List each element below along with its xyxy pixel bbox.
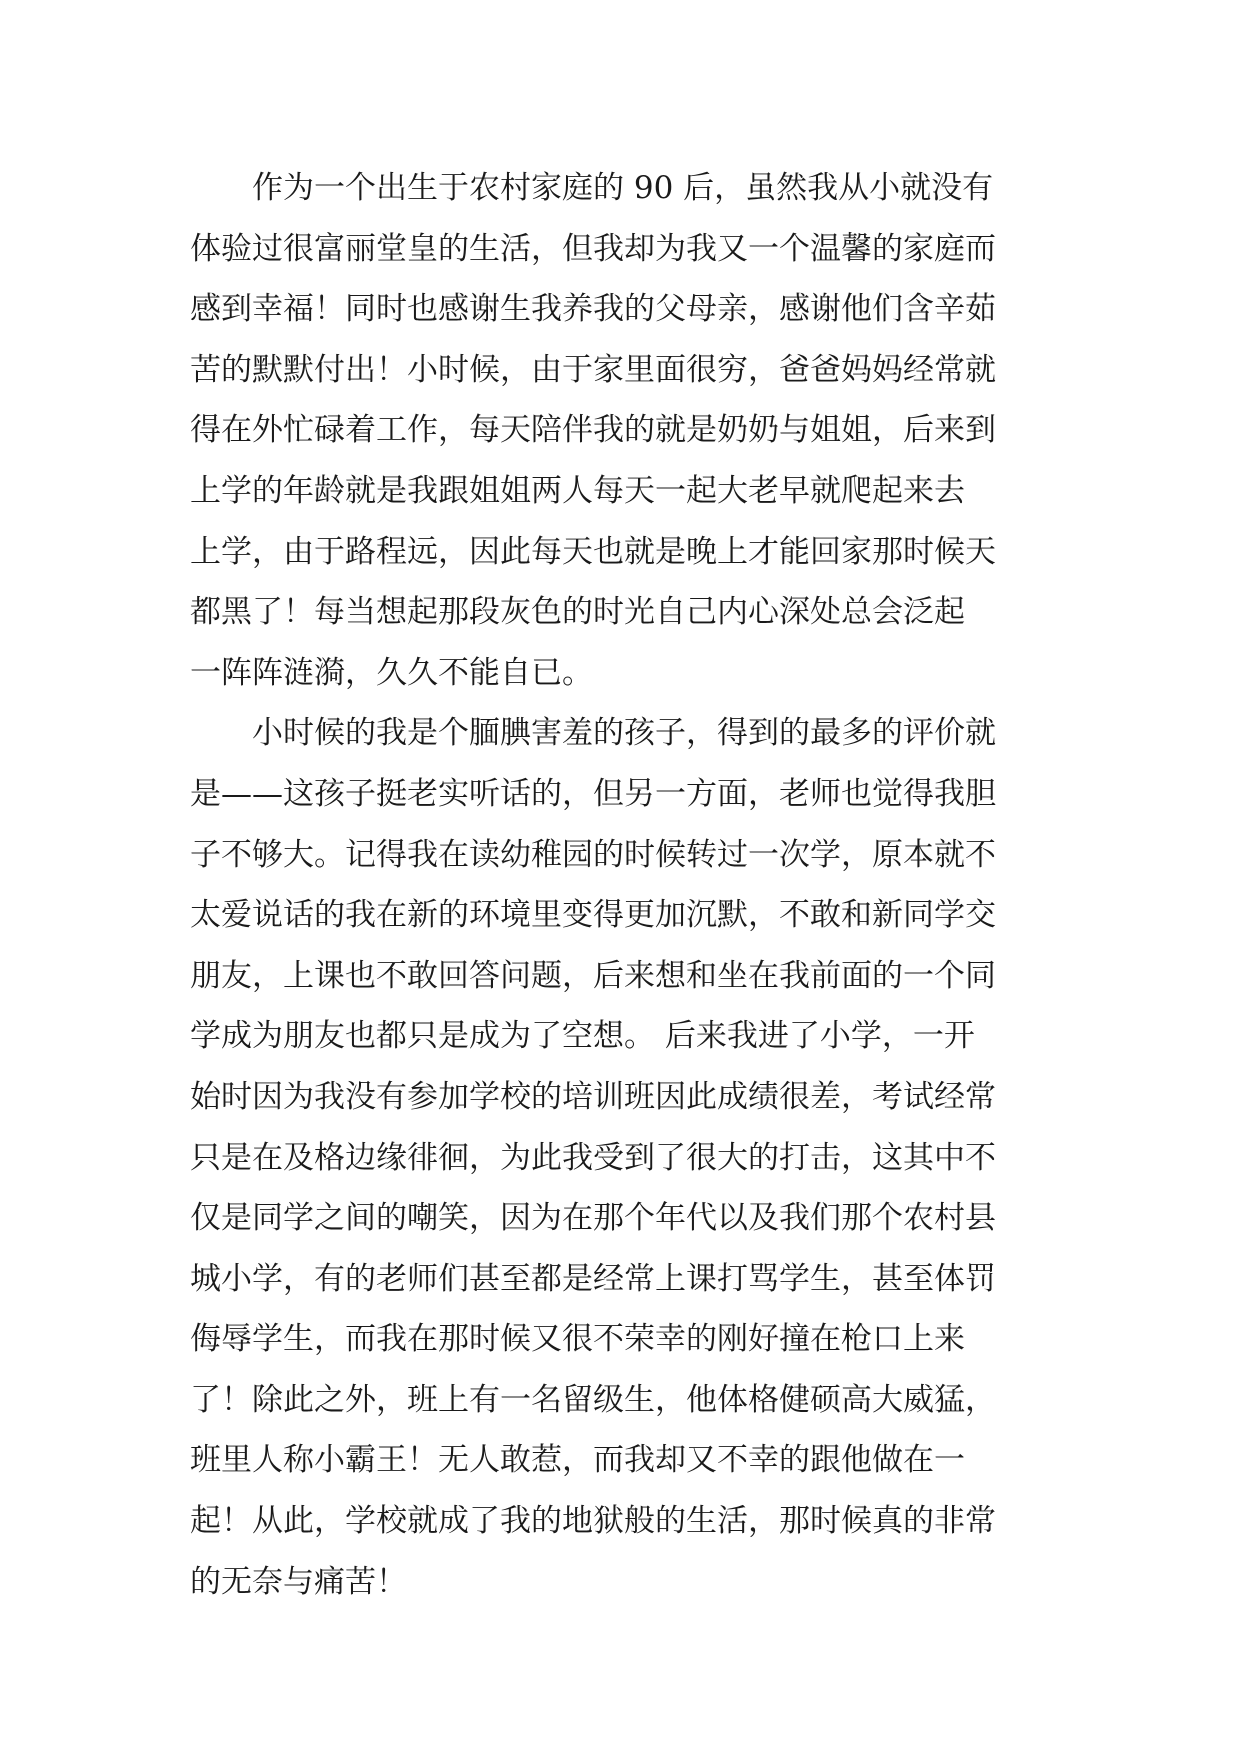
text-line: 了！除此之外，班上有一名留级生，他体格健硕高大威猛， [190,1381,996,1418]
document-body [190,158,1070,1612]
text-line: 始时因为我没有参加学校的培训班因此成绩很差，考试经常 [190,1078,996,1115]
text-line: 上学的年龄就是我跟姐姐两人每天一起大老早就爬起来去 [190,472,965,509]
text-line: 体验过很富丽堂皇的生活，但我却为我又一个温馨的家庭而 [190,230,996,267]
text-line: 小时候的我是个腼腆害羞的孩子，得到的最多的评价就 [252,715,996,752]
text-line: 起！从此，学校就成了我的地狱般的生活，那时候真的非常 [190,1503,996,1540]
text-line: 是——这孩子挺老实听话的，但另一方面，老师也觉得我胆 [190,775,996,812]
text-line: 班里人称小霸王！无人敢惹，而我却又不幸的跟他做在一 [190,1442,965,1479]
text-line: 作为一个出生于农村家庭的 90 后，虽然我从小就没有 [252,170,994,206]
text-line: 子不够大。记得我在读幼稚园的时候转过一次学，原本就不 [190,836,996,873]
text-line: 只是在及格边缘徘徊，为此我受到了很大的打击，这其中不 [190,1139,996,1176]
paragraph-1 [190,158,1070,703]
text-line: 都黑了！每当想起那段灰色的时光自己内心深处总会泛起 [190,594,965,631]
text-line: 仅是同学之间的嘲笑，因为在那个年代以及我们那个农村县 [190,1200,996,1237]
text-line: 上学，由于路程远，因此每天也就是晚上才能回家那时候天 [190,533,996,570]
text-line: 一阵阵涟漪，久久不能自已。 [190,654,593,691]
paragraph-2 [190,703,1070,1612]
text-line: 苦的默默付出！小时候，由于家里面很穷，爸爸妈妈经常就 [190,351,996,388]
text-line: 得在外忙碌着工作，每天陪伴我的就是奶奶与姐姐，后来到 [190,412,996,449]
text-line: 朋友，上课也不敢回答问题，后来想和坐在我前面的一个同 [190,957,996,994]
text-line: 城小学，有的老师们甚至都是经常上课打骂学生，甚至体罚 [190,1260,996,1297]
text-line: 感到幸福！同时也感谢生我养我的父母亲，感谢他们含辛茹 [190,291,996,328]
text-line: 的无奈与痛苦！ [190,1563,407,1600]
text-line: 太爱说话的我在新的环境里变得更加沉默，不敢和新同学交 [190,897,996,934]
text-line: 侮辱学生，而我在那时候又很不荣幸的刚好撞在枪口上来 [190,1321,965,1358]
text-line: 学成为朋友也都只是成为了空想。 后来我进了小学，一开 [190,1018,975,1055]
